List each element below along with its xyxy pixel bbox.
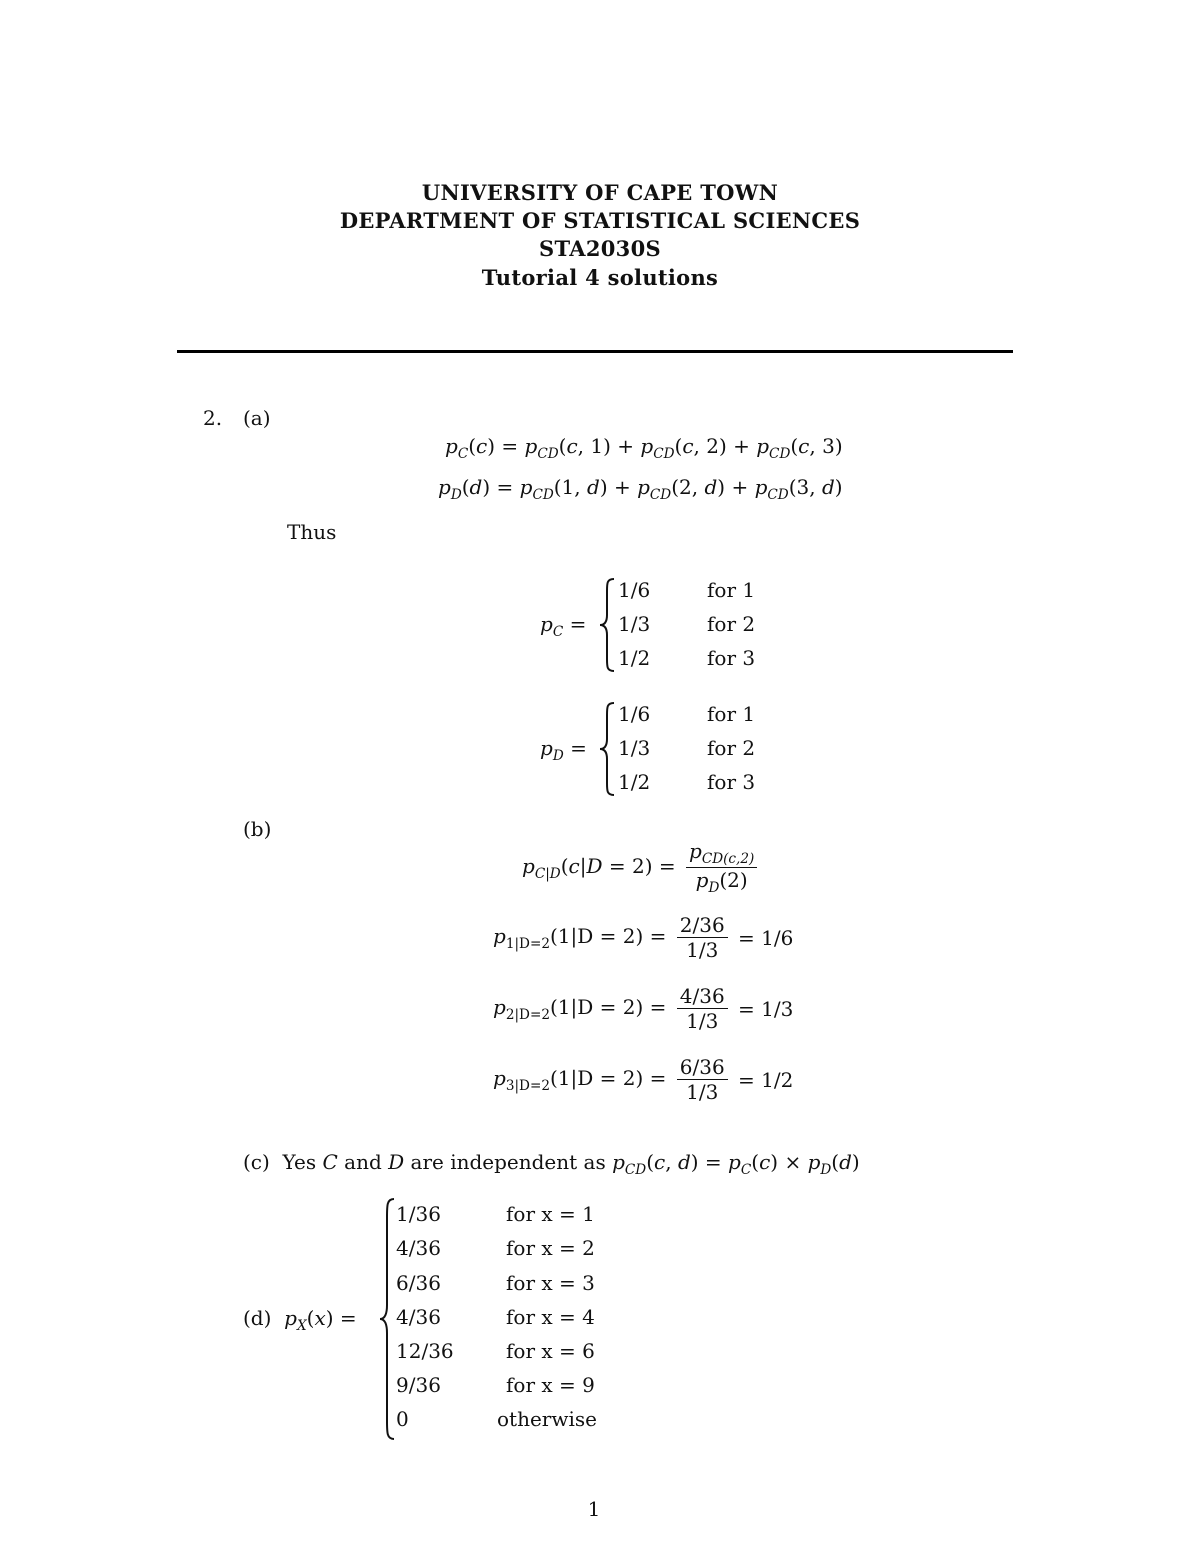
case-condition: for x = 2 bbox=[506, 1236, 595, 1260]
case-value: 1/2 bbox=[618, 770, 651, 794]
case-value: 1/36 bbox=[396, 1202, 441, 1226]
case-condition: for x = 4 bbox=[506, 1305, 595, 1329]
case-value: 1/3 bbox=[618, 612, 651, 636]
equation-pc: $p_C(c) = p_{CD}(c$, $1) + p_{CD}(c$, $2) + p_{CD}(c$, 3) bbox=[445, 434, 843, 462]
left-brace-icon bbox=[378, 1197, 398, 1441]
conditional-row-2: $p_{2|D=2}(1|D = 2)$ = $\frac{4/36}{1/3}$ = 1/3 bbox=[493, 984, 794, 1033]
case-value: 1/6 bbox=[618, 578, 651, 602]
case-value: 1/2 bbox=[618, 646, 651, 670]
case-condition: for x = 9 bbox=[506, 1373, 595, 1397]
part-d-lhs: (d) $p_X(x)$ = bbox=[243, 1306, 357, 1334]
case-value: 1/3 bbox=[618, 736, 651, 760]
part-b-label: (b) bbox=[243, 817, 272, 841]
case-condition: for 3 bbox=[707, 770, 756, 794]
conditional-pmf-equation: $p_{C|D}(c|D = 2)$ = $\frac{p_{CD(c,2)}}{p_D(2)}$ bbox=[522, 840, 761, 896]
case-condition: otherwise bbox=[497, 1407, 597, 1431]
case-condition: for 3 bbox=[707, 646, 756, 670]
conditional-row-3: $p_{3|D=2}(1|D = 2)$ = $\frac{6/36}{1/3}$ = 1/2 bbox=[493, 1055, 794, 1104]
case-value: 12/36 bbox=[396, 1339, 454, 1363]
equation-pd: $p_D(d) = p_{CD}(1$, $d) + p_{CD}(2$, $d) + p_{CD}(3$, d) bbox=[438, 475, 843, 503]
case-condition: for x = 6 bbox=[506, 1339, 595, 1363]
left-brace-icon bbox=[598, 577, 618, 673]
pd-lhs: $p_D$ = bbox=[540, 736, 587, 764]
pc-lhs: $p_C$ = bbox=[540, 612, 587, 640]
case-condition: for 2 bbox=[707, 736, 756, 760]
left-brace-icon bbox=[598, 701, 618, 797]
department-title: DEPARTMENT OF STATISTICAL SCIENCES bbox=[339, 208, 861, 233]
case-condition: for 1 bbox=[707, 702, 756, 726]
case-condition: for x = 3 bbox=[506, 1271, 595, 1295]
thus-text: Thus bbox=[287, 520, 337, 544]
case-value: 1/6 bbox=[618, 702, 651, 726]
case-condition: for 2 bbox=[707, 612, 756, 636]
case-value: 6/36 bbox=[396, 1271, 441, 1295]
page-number: 1 bbox=[587, 1497, 601, 1521]
part-c-statement: (c) Yes C and D are independent as $p_{CD}(c$, $d) = p_C(c) \times p_D(d)$ bbox=[243, 1150, 860, 1178]
case-condition: for x = 1 bbox=[506, 1202, 595, 1226]
case-value: 0 bbox=[396, 1407, 409, 1431]
horizontal-rule bbox=[177, 350, 1013, 353]
case-value: 9/36 bbox=[396, 1373, 441, 1397]
case-value: 4/36 bbox=[396, 1236, 441, 1260]
part-a-label: (a) bbox=[243, 406, 271, 430]
conditional-row-1: $p_{1|D=2}(1|D = 2)$ = $\frac{2/36}{1/3}$ = 1/6 bbox=[493, 913, 794, 962]
case-value: 4/36 bbox=[396, 1305, 441, 1329]
tutorial-title: Tutorial 4 solutions bbox=[481, 265, 719, 290]
question-number: 2. bbox=[203, 406, 223, 430]
course-code: STA2030S bbox=[539, 236, 661, 261]
university-title: UNIVERSITY OF CAPE TOWN bbox=[421, 180, 779, 205]
case-condition: for 1 bbox=[707, 578, 756, 602]
